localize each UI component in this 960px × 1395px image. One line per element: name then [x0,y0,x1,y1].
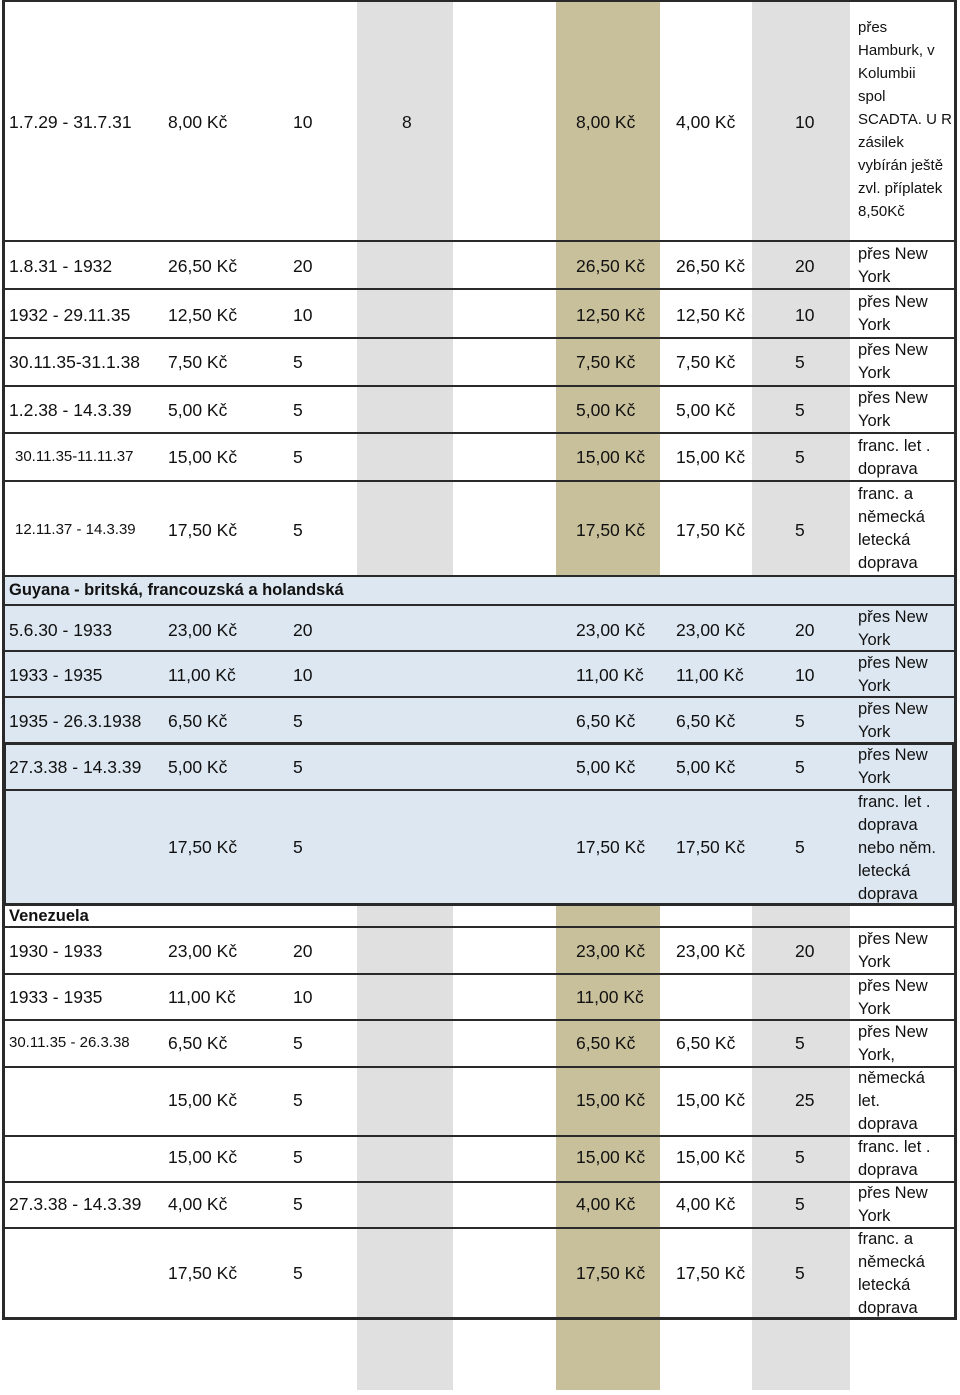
price: 23,00 Kč [576,620,646,640]
weight: 5 [795,711,805,731]
route-note: franc. a německá letecká doprava [858,1230,925,1317]
weight: 10 [293,112,313,132]
price: 15,00 Kč [676,1147,746,1167]
bold-box-left [2,742,6,906]
price: 11,00 Kč [168,987,236,1007]
price: 7,50 Kč [168,352,228,372]
price: 15,00 Kč [676,1090,746,1110]
route-note: přes New York, [858,1023,928,1064]
price: 15,00 Kč [676,447,746,467]
weight: 20 [795,941,815,961]
date-range: 30.11.35-11.11.37 [15,448,134,465]
weight: 10 [795,665,815,685]
weight: 8 [402,112,412,132]
rule [2,337,956,339]
weight: 25 [795,1090,815,1110]
route-note: přes New York [858,977,928,1018]
weight: 5 [293,757,303,777]
date-range: 1930 - 1933 [9,941,103,961]
rule [2,480,956,482]
weight: 5 [293,520,303,540]
rule [2,575,956,577]
price: 5,00 Kč [576,757,636,777]
route-note: franc. let . doprava [858,437,931,478]
price: 17,50 Kč [576,520,646,540]
rule [2,789,956,791]
price: 5,00 Kč [168,400,228,420]
weight: 5 [795,1194,805,1214]
rule [2,1135,956,1137]
price: 12,50 Kč [676,305,746,325]
price: 11,00 Kč [168,665,236,685]
price: 15,00 Kč [168,1090,238,1110]
price: 5,00 Kč [676,400,736,420]
weight: 20 [795,620,815,640]
price: 8,00 Kč [168,112,228,132]
weight: 5 [795,1033,805,1053]
route-note: přes New York [858,608,928,649]
route-note: franc. let . doprava [858,1138,931,1179]
price: 23,00 Kč [676,620,746,640]
rule [2,742,956,745]
date-range: 1933 - 1935 [9,987,103,1007]
weight: 5 [795,352,805,372]
weight: 5 [293,352,303,372]
price: 23,00 Kč [676,941,746,961]
date-range: 5.6.30 - 1933 [9,620,113,640]
date-range: 1932 - 29.11.35 [9,305,131,325]
price: 23,00 Kč [168,620,238,640]
price: 17,50 Kč [676,837,746,857]
weight: 5 [293,400,303,420]
table-border-left [2,0,5,1320]
rule [2,973,956,975]
price: 12,50 Kč [168,305,238,325]
weight: 5 [293,1033,303,1053]
rule [2,385,956,387]
price: 6,50 Kč [168,711,228,731]
weight: 5 [293,447,303,467]
weight: 5 [293,711,303,731]
price: 17,50 Kč [676,1263,746,1283]
section-title-venezuela: Venezuela [9,907,89,925]
price: 4,00 Kč [168,1194,228,1214]
weight: 20 [293,620,313,640]
price: 6,50 Kč [676,711,736,731]
date-range: 1.7.29 - 31.7.31 [9,112,132,132]
rule [2,650,956,652]
price: 4,00 Kč [676,112,736,132]
price: 15,00 Kč [168,447,238,467]
price: 11,00 Kč [676,665,744,685]
price: 4,00 Kč [676,1194,736,1214]
route-note: přes New York [858,1184,928,1225]
price: 17,50 Kč [576,837,646,857]
route-note: přes New York [858,341,928,382]
weight: 20 [795,256,815,276]
weight: 5 [293,837,303,857]
price: 26,50 Kč [576,256,646,276]
date-range: 12.11.37 - 14.3.39 [15,521,136,538]
route-note: přes Hamburk, v Kolumbii spol SCADTA. U R zásilek vybírán ještě zvl. příplatek 8,50Kč [858,19,952,220]
weight: 5 [795,757,805,777]
price: 7,50 Kč [676,352,736,372]
weight: 10 [795,305,815,325]
price: 4,00 Kč [576,1194,636,1214]
rule [2,1227,956,1229]
price: 6,50 Kč [576,711,636,731]
weight: 5 [795,520,805,540]
price: 8,00 Kč [576,112,636,132]
weight: 5 [795,447,805,467]
route-note: přes New York [858,389,928,430]
price: 17,50 Kč [168,1263,238,1283]
weight: 5 [293,1194,303,1214]
price: 17,50 Kč [576,1263,646,1283]
weight: 5 [293,1147,303,1167]
weight: 5 [795,1147,805,1167]
price: 6,50 Kč [676,1033,736,1053]
weight: 10 [795,112,815,132]
date-range: 1935 - 26.3.1938 [9,711,142,731]
date-range: 30.11.35 - 26.3.38 [9,1034,130,1051]
rule [2,1317,956,1320]
route-note: přes New York [858,700,928,741]
price: 23,00 Kč [576,941,646,961]
price: 26,50 Kč [168,256,238,276]
route-note: německá let. doprava [858,1069,925,1133]
weight: 20 [293,256,313,276]
weight: 5 [795,1263,805,1283]
section-title-guyana: Guyana - britská, francouzská a holandská [9,581,344,599]
rule [2,0,956,2]
rule [2,288,956,290]
weight: 5 [293,1090,303,1110]
price: 17,50 Kč [168,837,238,857]
price: 5,00 Kč [576,400,636,420]
weight: 5 [795,400,805,420]
rule [2,240,956,242]
route-note: přes New York [858,245,928,286]
route-note: franc. a německá letecká doprava [858,485,925,572]
rule [2,926,956,928]
weight: 5 [795,837,805,857]
date-range: 30.11.35-31.1.38 [9,352,141,372]
price: 17,50 Kč [168,520,238,540]
route-note: přes New York [858,746,928,787]
route-note: přes New York [858,930,928,971]
price: 7,50 Kč [576,352,636,372]
weight: 10 [293,665,313,685]
price: 5,00 Kč [168,757,228,777]
date-range: 1933 - 1935 [9,665,103,685]
date-range: 27.3.38 - 14.3.39 [9,757,142,777]
rule [2,696,956,698]
price: 23,00 Kč [168,941,238,961]
weight: 10 [293,987,313,1007]
price: 6,50 Kč [168,1033,228,1053]
route-note: přes New York [858,654,928,695]
route-note: přes New York [858,293,928,334]
price: 11,00 Kč [576,665,644,685]
date-range: 1.8.31 - 1932 [9,256,113,276]
date-range: 1.2.38 - 14.3.39 [9,400,132,420]
rule [2,432,956,434]
price: 15,00 Kč [576,447,646,467]
rule [2,903,956,906]
rule [2,1066,956,1068]
weight: 20 [293,941,313,961]
price: 26,50 Kč [676,256,746,276]
route-note: franc. let . doprava nebo něm. letecká doprava [858,793,936,903]
weight: 5 [293,1263,303,1283]
price: 15,00 Kč [576,1147,646,1167]
price: 15,00 Kč [168,1147,238,1167]
rule [2,604,956,606]
rule [2,1019,956,1021]
rule [2,1181,956,1183]
date-range: 27.3.38 - 14.3.39 [9,1194,142,1214]
price: 6,50 Kč [576,1033,636,1053]
price: 12,50 Kč [576,305,646,325]
weight: 10 [293,305,313,325]
price: 5,00 Kč [676,757,736,777]
price: 11,00 Kč [576,987,644,1007]
price: 17,50 Kč [676,520,746,540]
price: 15,00 Kč [576,1090,646,1110]
